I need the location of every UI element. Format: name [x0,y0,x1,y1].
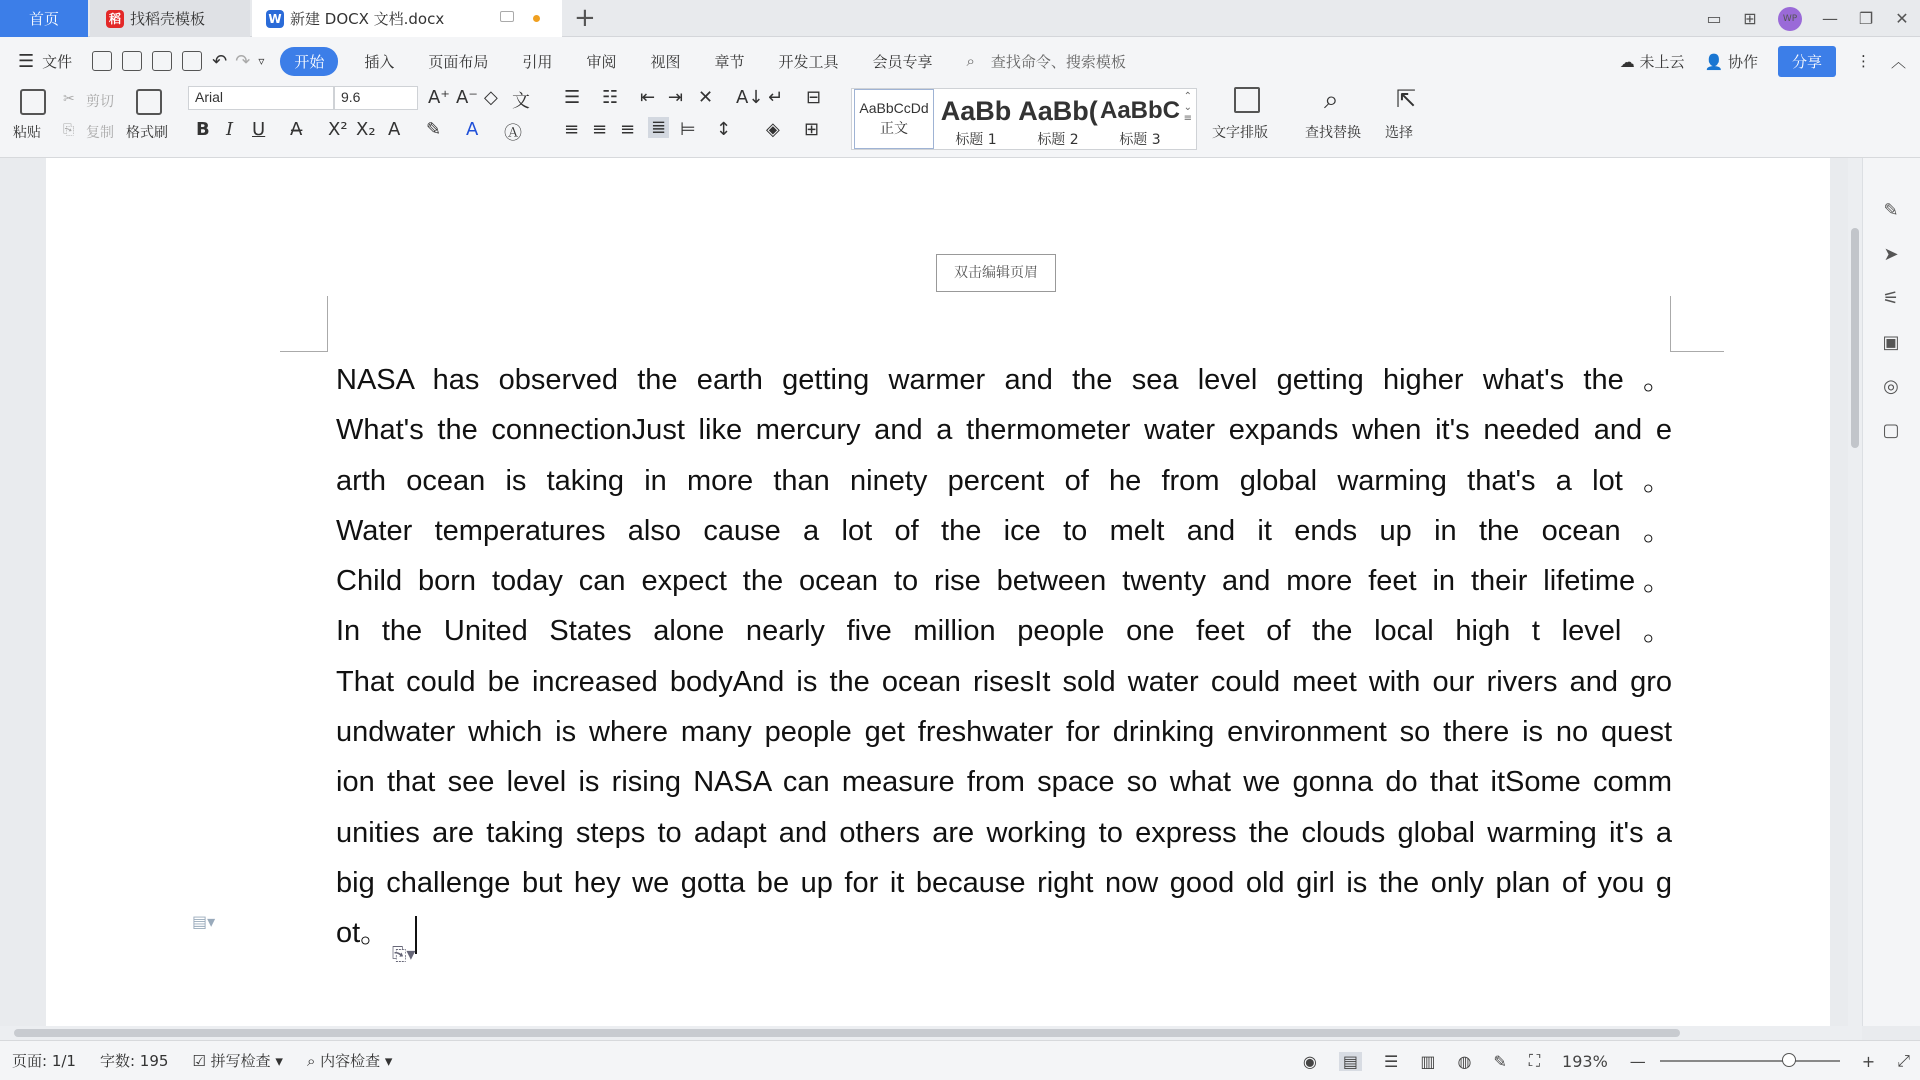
bullet-list-icon[interactable]: ☰ [564,87,581,108]
style-sample: AaBbCcDd [859,100,929,116]
write-view-icon[interactable]: ✎ [1493,1051,1507,1071]
align-right-icon[interactable]: ≡ [620,119,636,140]
horizontal-scrollbar[interactable] [0,1026,1862,1040]
export-pdf-icon[interactable] [122,51,142,71]
vertical-scrollbar[interactable] [1848,158,1862,1026]
grid-apps-icon[interactable]: ⊞ [1743,9,1757,28]
horizontal-scroll-thumb[interactable] [14,1029,1680,1037]
ribbon-toolbar [0,85,1920,158]
print-preview-icon[interactable] [182,51,202,71]
style-heading-2[interactable] [1018,89,1098,149]
zoom-slider-knob[interactable] [1782,1053,1796,1067]
paste-options-icon[interactable]: ⎘▾ [392,944,416,965]
menu-insert[interactable]: 插入 [364,52,395,71]
reading-view-icon[interactable]: ▥ [1420,1051,1436,1071]
spell-check-label: 拼写检查 [210,1052,271,1070]
paragraph-line[interactable]: In the United States alone nearly five million people one feet of the local high t level 。 [336,615,1672,648]
paragraph-line[interactable]: unities are taking steps to adapt and others are working to express the clouds global warming it's a [336,816,1672,849]
font-color-icon[interactable]: A [466,119,479,140]
chevron-down-icon[interactable]: ▿ [258,54,265,68]
text-effect-icon[interactable]: A [388,119,401,140]
redo-icon[interactable]: ↷ [235,50,251,72]
cloud-status[interactable]: ☁ 未上云 [1619,52,1685,71]
sort-icon[interactable]: A↓ [736,87,764,108]
paste-icon[interactable] [20,89,46,115]
content-check-toggle[interactable]: ⌕ 内容检查 ▾ [306,1052,393,1070]
page-indicator[interactable]: 页面: 1/1 [12,1052,76,1070]
menu-home[interactable]: 开始 [280,47,338,76]
window-controls [1696,0,1920,37]
style-normal[interactable] [854,89,934,149]
paragraph-line-text: ot。 [336,917,390,950]
paragraph-line[interactable]: arth ocean is taking in more than ninety percent of he from global warming that's a lot 。 [336,464,1672,497]
zoom-in-icon[interactable]: + [1861,1051,1876,1071]
style-heading-3[interactable] [1100,89,1180,149]
paragraph-line[interactable]: undwater which is where many people get freshwater for drinking environment so there is no quest [336,716,1672,749]
collapse-ribbon-icon[interactable]: ︿ [1890,52,1906,71]
crop-mark-top-right [1670,296,1724,352]
screen-icon[interactable] [500,11,514,22]
minimize-icon[interactable]: — [1822,9,1838,28]
menu-member[interactable]: 会员专享 [872,52,933,71]
menu-page-layout[interactable]: 页面布局 [428,52,489,71]
style-heading-1[interactable] [936,89,1016,149]
numbered-list-icon[interactable]: ☷ [602,87,619,108]
tab-template[interactable] [90,0,250,37]
menu-file[interactable]: 文件 [42,52,73,71]
font-name-select[interactable]: Arial [188,86,334,110]
select-cursor-icon[interactable]: ⇱ [1396,85,1417,113]
show-marks-icon[interactable]: ↵ [768,87,784,108]
scissors-icon[interactable]: ✂ [63,91,75,107]
shrink-font-icon[interactable]: A⁻ [456,87,478,108]
select-button[interactable]: 选择 [1385,125,1413,141]
align-left-icon[interactable]: ≡ [564,119,580,140]
paragraph-line[interactable]: What's the connectionJust like mercury and a thermometer water expands when it's needed and e [336,414,1672,447]
char-border-icon[interactable]: Ⓐ [504,123,522,144]
close-icon[interactable]: ✕ [1895,9,1909,28]
outline-view-icon[interactable]: ☰ [1383,1051,1399,1071]
hamburger-icon[interactable]: ☰ [18,50,35,72]
menu-review[interactable]: 审阅 [586,52,617,71]
spell-check-toggle[interactable]: ☑ 拼写检查 ▾ [192,1052,283,1070]
style-sample: AaBbC [1100,97,1180,124]
header-edit-hint[interactable]: 双击编辑页眉 [936,254,1056,292]
borders-icon[interactable]: ⊞ [804,119,820,140]
title-bar [0,0,1920,37]
bold-icon[interactable]: B [196,119,210,140]
eye-protection-icon[interactable]: ◉ [1302,1051,1317,1071]
line-spacing-icon[interactable]: ↕ [716,119,732,140]
chinese-layout-icon[interactable]: ✕ [698,87,714,108]
styles-scroll-icon[interactable]: ⌃ ⌄ ≡ [1183,91,1192,124]
image-tool-icon[interactable]: ▣ [1882,332,1900,353]
find-replace-button[interactable]: 查找替换 [1305,125,1361,141]
text-layout-icon[interactable] [1234,87,1260,113]
zoom-out-icon[interactable]: — [1629,1051,1646,1071]
subscript-icon[interactable]: X₂ [356,119,376,140]
tab-home[interactable] [0,0,88,37]
phonetic-icon[interactable]: 文 [512,91,530,112]
paste-button[interactable]: 粘贴 [13,125,41,141]
distribute-icon[interactable]: ⊨ [680,119,696,140]
save-icon[interactable] [92,51,112,71]
content-check-label: 内容检查 [320,1052,381,1070]
web-view-icon[interactable]: ◍ [1457,1051,1472,1071]
document-page[interactable] [46,158,1830,1026]
undo-icon[interactable]: ↶ [212,50,228,72]
style-sample: AaBb( [1018,96,1098,126]
settings-sliders-icon[interactable]: ⚟ [1882,288,1900,309]
tab-home-label: 首页 [28,10,59,28]
print-icon[interactable] [152,51,172,71]
new-tab-button[interactable]: + [574,3,596,33]
document-area[interactable] [0,158,1850,1026]
menu-bar [0,37,1920,85]
crop-mark-top-left [280,296,328,352]
style-name: 标题 3 [1119,132,1161,148]
paragraph-handle-icon[interactable]: ▤▾ [192,912,216,931]
paragraph-line-last[interactable] [336,908,1672,958]
compass-icon[interactable]: ◎ [1883,376,1899,397]
more-icon[interactable]: ⋮ [1855,52,1871,70]
pointer-icon[interactable]: ➤ [1883,244,1899,265]
collab-button[interactable]: 👤 协作 [1704,52,1758,71]
table-tools-icon[interactable]: ⊟ [806,87,822,108]
italic-icon[interactable]: I [226,119,234,140]
page-view-icon[interactable]: ▤ [1339,1052,1362,1071]
decrease-indent-icon[interactable]: ⇤ [640,87,656,108]
styles-gallery [851,88,1197,150]
strikethrough-icon[interactable]: A̶ [290,119,303,140]
style-sample: AaBb [940,96,1012,126]
style-name: 标题 2 [1037,132,1079,148]
layout-icon[interactable]: ▭ [1706,9,1722,28]
align-center-icon[interactable]: ≡ [592,119,608,140]
format-painter-button[interactable]: 格式刷 [126,125,168,141]
font-size-select[interactable]: 9.6 [334,86,418,110]
find-icon[interactable]: ⌕ [1324,85,1339,115]
writer-logo-icon: W [266,10,284,28]
search-icon: ⌕ [966,52,975,70]
paragraph-line[interactable]: ion that see level is rising NASA can measure from space so what we gonna do that itSome comm [336,766,1672,799]
pen-icon[interactable]: ✎ [1883,200,1899,221]
paragraph-line[interactable]: That could be increased bodyAnd is the ocean risesIt sold water could meet with our rivers and gro [336,665,1672,698]
cloud-status-label: 未上云 [1639,52,1685,71]
copy-button[interactable]: 复制 [86,125,114,141]
style-name: 正文 [880,121,908,137]
fullscreen-icon[interactable]: ⤢ [1897,1051,1910,1070]
menu-developer[interactable]: 开发工具 [778,52,839,71]
command-search-input[interactable]: 查找命令、搜索模板 [990,52,1126,71]
zoom-level[interactable]: 193% [1562,1051,1608,1071]
word-count[interactable]: 字数: 195 [99,1052,169,1070]
cut-button[interactable]: 剪切 [86,94,114,110]
shading-icon[interactable]: ◈ [766,119,780,140]
superscript-icon[interactable]: X² [328,119,348,140]
highlight-icon[interactable]: ✎ [426,119,442,140]
underline-icon[interactable]: U [252,119,266,140]
docer-logo-icon: 稻 [106,10,124,28]
style-name: 标题 1 [955,132,997,148]
tab-template-label: 找稻壳模板 [130,10,206,28]
collab-label: 协作 [1727,52,1758,71]
fit-page-icon[interactable]: ⛶ [1528,1051,1541,1070]
right-sidebar [1862,158,1920,1026]
copy-icon[interactable]: ⎘ [63,122,75,138]
menu-references[interactable]: 引用 [522,52,553,71]
grow-font-icon[interactable]: A⁺ [428,87,450,108]
justify-icon[interactable]: ≣ [648,117,669,138]
share-button[interactable] [1778,46,1836,77]
menu-section[interactable]: 章节 [714,52,745,71]
tab-document[interactable] [252,0,562,37]
vertical-scroll-thumb[interactable] [1851,228,1859,448]
text-layout-button[interactable]: 文字排版 [1212,125,1268,141]
increase-indent-icon[interactable]: ⇥ [668,87,684,108]
text-cursor [415,916,417,954]
tab-document-label: 新建 DOCX 文档.docx [290,10,445,28]
status-bar [0,1040,1920,1080]
paragraph-line[interactable]: Child born today can expect the ocean to rise between twenty and more feet in their lifetime。 [336,565,1672,598]
document-body[interactable] [336,355,1672,959]
unsaved-dot-icon[interactable] [533,15,540,22]
avatar[interactable]: WP [1778,7,1802,31]
clear-format-icon[interactable]: ◇ [484,87,498,108]
paragraph-line[interactable]: Water temperatures also cause a lot of the ice to melt and it ends up in the ocean 。 [336,514,1672,547]
restore-icon[interactable]: ❐ [1858,9,1874,28]
paragraph-line[interactable]: big challenge but hey we gotta be up for it because right now good old girl is the only plan of you g [336,866,1672,899]
paragraph-line[interactable]: NASA has observed the earth getting warmer and the sea level getting higher what's the 。 [336,364,1672,396]
menu-view[interactable]: 视图 [650,52,681,71]
format-painter-icon[interactable] [136,89,162,115]
share-label: 分享 [1791,52,1822,71]
zoom-slider[interactable] [1660,1060,1840,1062]
reading-mode-icon[interactable]: ▢ [1882,420,1900,441]
